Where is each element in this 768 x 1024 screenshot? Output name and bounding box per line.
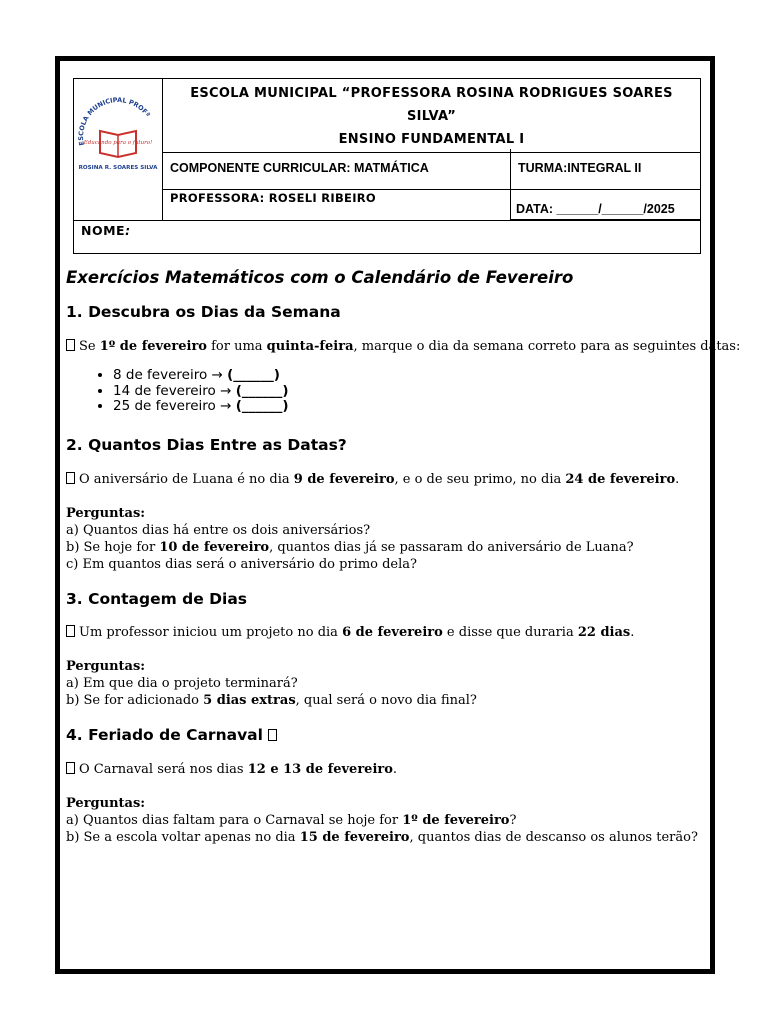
school-level: ENSINO FUNDAMENTAL I <box>338 132 525 147</box>
section-3-heading: 3. Contagem de Dias <box>66 590 248 608</box>
section-1-list <box>66 368 289 415</box>
list-item: • 8 de fevereiro → (______) <box>113 368 289 384</box>
class-group: TURMA:INTEGRAL II <box>511 149 700 190</box>
question-c: c) Em quantos dias será o aniversário do primo dela? <box>66 557 417 572</box>
answer-blank[interactable]: (______) <box>235 382 289 399</box>
page-border <box>55 56 741 974</box>
question-a: a) Quantos dias faltam para o Carnaval se hoje for 1º de fevereiro? <box>66 813 517 828</box>
section-2-intro: O aniversário de Luana é no dia 9 de fevereiro, e o de seu primo, no dia 24 de fevereiro. <box>66 471 679 488</box>
question-b: b) Se hoje for 10 de fevereiro, quantos dias já se passaram do aniversário de Luana? <box>66 540 634 555</box>
logo-school-name: ROSINA R. SOARES SILVA <box>78 165 158 171</box>
questions-label: Perguntas: <box>66 796 146 811</box>
list-item: • 25 de fevereiro → (______) <box>113 399 289 415</box>
school-logo <box>74 97 162 177</box>
logo-arc-text: ESCOLA MUNICIPAL PROFª <box>77 97 152 147</box>
answer-blank[interactable]: (______) <box>235 398 289 414</box>
list-item: • 14 de fevereiro → (______) <box>113 384 289 400</box>
section-4-heading: 4. Feriado de Carnaval <box>66 726 281 744</box>
student-name-field[interactable] <box>74 220 700 254</box>
section-4-intro: O Carnaval será nos dias 12 e 13 de fevereiro. <box>66 761 397 778</box>
mask-icon <box>268 729 277 741</box>
pin-icon <box>66 339 75 351</box>
worksheet-title: Exercícios Matemáticos com o Calendário de Fevereiro <box>66 268 574 287</box>
name-label: NOME <box>81 223 126 238</box>
header-table <box>73 78 701 254</box>
school-logo-cell <box>74 79 163 220</box>
question-b: b) Se for adicionado 5 dias extras, qual será o novo dia final? <box>66 693 477 708</box>
logo-book-text: Educando para o futuro! <box>83 140 153 146</box>
section-2-heading: 2. Quantos Dias Entre as Datas? <box>66 436 347 454</box>
pin-icon <box>66 625 75 637</box>
question-a: a) Em que dia o projeto terminará? <box>66 676 298 691</box>
questions-label: Perguntas: <box>66 506 146 521</box>
pin-icon <box>66 472 75 484</box>
pin-icon <box>66 762 75 774</box>
question-a: a) Quantos dias há entre os dois aniversários? <box>66 523 371 538</box>
section-3-intro: Um professor iniciou um projeto no dia 6 de fevereiro e disse que duraria 22 dias. <box>66 624 634 641</box>
school-name-line1: ESCOLA MUNICIPAL “PROFESSORA ROSINA RODRIGUES SOARES <box>190 86 673 101</box>
curricular-component: COMPONENTE CURRICULAR: MATMÁTICA <box>163 149 511 190</box>
section-4-questions <box>66 795 698 846</box>
school-name <box>163 79 700 153</box>
name-colon: : <box>125 223 131 238</box>
section-1-heading: 1. Descubra os Dias da Semana <box>66 303 341 321</box>
school-name-line2: SILVA” <box>406 109 457 124</box>
date-field[interactable]: DATA: ______/______/2025 <box>511 190 700 220</box>
teacher-name: PROFESSORA: ROSELI RIBEIRO <box>163 190 511 220</box>
questions-label: Perguntas: <box>66 659 146 674</box>
answer-blank[interactable]: (______) <box>227 367 280 383</box>
section-1-intro: Se 1º de fevereiro for uma quinta-feira, marque o dia da semana correto para as seguintes datas: <box>66 338 740 355</box>
section-3-questions <box>66 658 477 709</box>
question-b: b) Se a escola voltar apenas no dia 15 de fevereiro, quantos dias de descanso os alunos terão? <box>66 830 698 845</box>
section-2-questions <box>66 505 634 573</box>
